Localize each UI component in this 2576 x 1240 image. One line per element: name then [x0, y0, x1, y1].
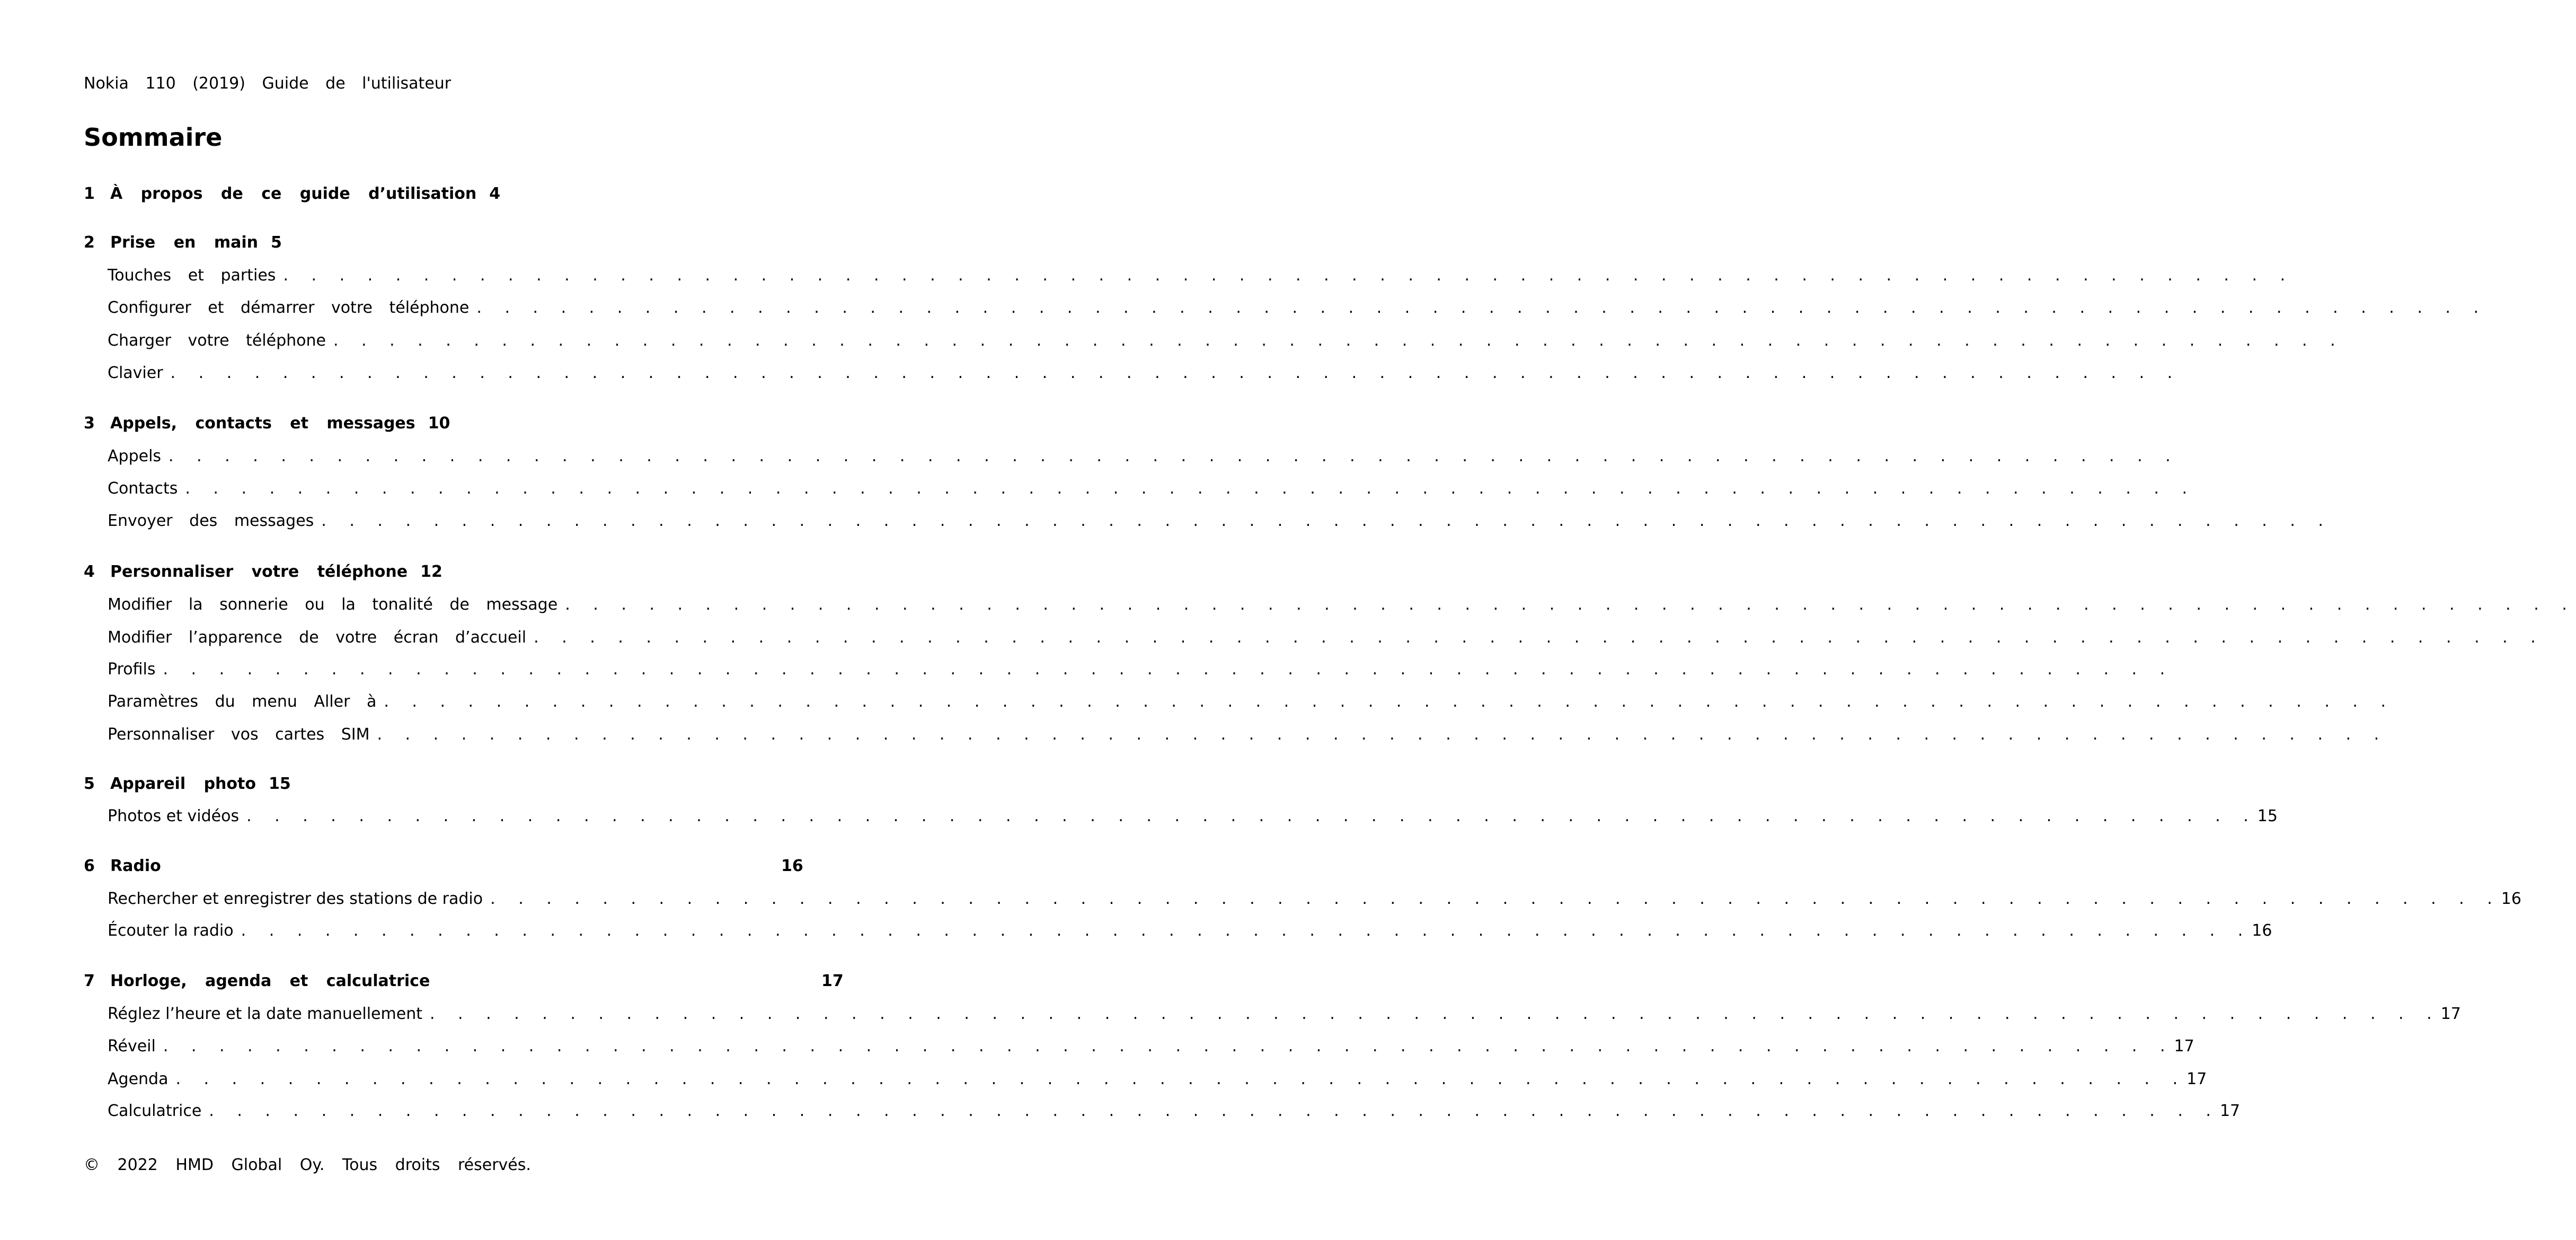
toc-section-1[interactable] [84, 184, 500, 208]
entry-label: Touches et parties [108, 266, 276, 285]
page-title: Sommaire [84, 123, 223, 152]
section-title: Appareil photo [110, 775, 256, 793]
section-number: 4 [84, 562, 95, 581]
entry-label: Modifier l’apparence de votre écran d’accueil [108, 628, 527, 647]
entry-label: Réglez l’heure et la date manuellement [108, 1005, 422, 1023]
section-page: 4 [489, 184, 501, 203]
section-title: Horloge, agenda et calculatrice [110, 972, 430, 990]
section-title: Radio [110, 857, 161, 875]
entry-label: Écouter la radio [108, 921, 234, 940]
entry-label: Paramètres du menu Aller à [108, 692, 377, 711]
entry-label: Charger votre téléphone [108, 331, 326, 350]
section-page: 15 [268, 775, 291, 793]
toc-entry[interactable] [108, 921, 2272, 945]
toc-entry[interactable] [108, 364, 2182, 387]
section-number: 5 [84, 775, 95, 793]
entry-label: Appels [108, 447, 162, 465]
toc-section-7[interactable] [84, 972, 852, 995]
entry-page: 16 [2501, 890, 2521, 908]
section-number: 1 [84, 184, 95, 203]
toc-entry[interactable] [108, 660, 2174, 683]
entry-label: Modifier la sonnerie ou la tonalité de message [108, 595, 558, 614]
entry-label: Envoyer des messages [108, 512, 314, 530]
toc-entry[interactable] [108, 692, 2395, 716]
dot-leader: . . . . . . . . . . . . . . . . . . . . . . . . . . . . . . . . . . . . . . . . . . . . . . . . . . . . . . . . . . . . . . . . . . . . . . . . [476, 298, 2488, 317]
entry-page: 17 [2186, 1070, 2207, 1088]
section-title: Appels, contacts et messages [110, 414, 415, 433]
entry-label: Réveil [108, 1037, 156, 1056]
entry-page: 17 [2440, 1005, 2461, 1023]
running-header: Nokia 110 (2019) Guide de l'utilisateur [84, 74, 452, 93]
toc-entry[interactable] [108, 725, 2388, 749]
dot-leader: . . . . . . . . . . . . . . . . . . . . . . . . . . . . . . . . . . . . . . . . . . . . . . . . . . . . . . . . . . . . . . . . . . . . . . . . [490, 890, 2501, 908]
toc-section-5[interactable] [84, 775, 291, 798]
entry-label: Agenda [108, 1070, 169, 1088]
toc-section-6[interactable] [84, 857, 826, 880]
dot-leader: . . . . . . . . . . . . . . . . . . . . . . . . . . . . . . . . . . . . . . . . . . . . . . . . . . . . . . . . . . . . . . . . . . . . . . . . [169, 447, 2180, 465]
dot-leader: . . . . . . . . . . . . . . . . . . . . . . . . . . . . . . . . . . . . . . . . . . . . . . . . . . . . . . . . . . . . . . . . . . . . . . . . [163, 660, 2174, 679]
dot-leader: . . . . . . . . . . . . . . . . . . . . . . . . . . . . . . . . . . . . . . . . . . . . . . . . . . . . . . . . . . . . . . . . . . . . . . . . [377, 725, 2388, 744]
entry-page: 17 [2174, 1037, 2194, 1056]
section-page: 10 [428, 414, 450, 433]
dot-leader: . . . . . . . . . . . . . . . . . . . . . . . . . . . . . . . . . . . . . . . . . . . . . . . . . . . . . . . . . . . . . . . . . . . . . . . . [209, 1102, 2220, 1120]
section-page: 5 [271, 233, 282, 252]
toc-section-2[interactable] [84, 233, 282, 257]
copyright-footer: © 2022 HMD Global Oy. Tous droits réservés. [84, 1156, 531, 1174]
dot-leader: . . . . . . . . . . . . . . . . . . . . . . . . . . . . . . . . . . . . . . . . . . . . . . . . . . . . . . . . . . . . . . . . . . . . . . . . [246, 807, 2258, 825]
dot-leader: . . . . . . . . . . . . . . . . . . . . . . . . . . . . . . . . . . . . . . . . . . . . . . . . . . . . . . . . . . . . . . . . . . . . . . . . [185, 479, 2197, 498]
toc-entry[interactable] [108, 807, 2278, 830]
toc-section-3[interactable] [84, 414, 450, 437]
toc-entry[interactable] [108, 479, 2197, 503]
toc-entry[interactable] [108, 1005, 2461, 1028]
entry-label: Profils [108, 660, 156, 679]
section-number: 6 [84, 857, 95, 875]
entry-label: Configurer et démarrer votre téléphone [108, 298, 470, 317]
dot-leader: . . . . . . . . . . . . . . . . . . . . . . . . . . . . . . . . . . . . . . . . . . . . . . . . . . . . . . . . . . . . . . . . . . . . . . . . [170, 364, 2182, 382]
section-number: 7 [84, 972, 95, 990]
dot-leader: . . . . . . . . . . . . . . . . . . . . . . . . . . . . . . . . . . . . . . . . . . . . . . . . . . . . . . . . . . . . . . . . . . . . . . . . [241, 921, 2252, 940]
dot-leader: . . . . . . . . . . . . . . . . . . . . . . . . . . . . . . . . . . . . . . . . . . . . . . . . . . . . . . . . . . . . . . . . . . . . . . . . [175, 1070, 2187, 1088]
section-page: 17 [821, 972, 844, 990]
section-page: 12 [420, 562, 442, 581]
dot-leader: . . . . . . . . . . . . . . . . . . . . . . . . . . . . . . . . . . . . . . . . . . . . . . . . . . . . . . . . . . . . . . . . . . . . . . . . [163, 1037, 2174, 1056]
dot-leader: . . . . . . . . . . . . . . . . . . . . . . . . . . . . . . . . . . . . . . . . . . . . . . . . . . . . . . . . . . . . . . . . . . . . . . . . [429, 1005, 2441, 1023]
section-number: 3 [84, 414, 95, 433]
dot-leader: . . . . . . . . . . . . . . . . . . . . . . . . . . . . . . . . . . . . . . . . . . . . . . . . . . . . . . . . . . . . . . . . . . . . . . . . [321, 512, 2332, 530]
entry-label: Calculatrice [108, 1102, 202, 1120]
section-title: Personnaliser votre téléphone [110, 562, 408, 581]
toc-section-4[interactable] [84, 562, 442, 586]
entry-page: 15 [2257, 807, 2278, 825]
toc-entry[interactable] [108, 628, 2545, 652]
section-number: 2 [84, 233, 95, 252]
toc-entry[interactable] [108, 595, 2576, 619]
toc-entry[interactable] [108, 266, 2295, 289]
toc-entry[interactable] [108, 298, 2488, 322]
entry-label: Personnaliser vos cartes SIM [108, 725, 370, 744]
toc-entry[interactable] [108, 1070, 2207, 1093]
entry-page: 17 [2219, 1102, 2241, 1120]
section-title: À propos de ce guide d’utilisation [110, 184, 477, 203]
dot-leader: . . . . . . . . . . . . . . . . . . . . . . . . . . . . . . . . . . . . . . . . . . . . . . . . . . . . . . . . . . . . . . . . . . . . . . . . [333, 331, 2344, 350]
entry-label: Rechercher et enregistrer des stations de radio [108, 890, 483, 908]
toc-entry[interactable] [108, 331, 2344, 355]
toc-entry[interactable] [108, 512, 2332, 535]
entry-label: Contacts [108, 479, 178, 498]
entry-label: Clavier [108, 364, 163, 382]
entry-page: 16 [2252, 921, 2272, 940]
section-title: Prise en main [110, 233, 259, 252]
toc-entry[interactable] [108, 890, 2521, 913]
toc-entry[interactable] [108, 447, 2180, 470]
toc-entry[interactable] [108, 1102, 2241, 1125]
dot-leader: . . . . . . . . . . . . . . . . . . . . . . . . . . . . . . . . . . . . . . . . . . . . . . . . . . . . . . . . . . . . . . . . . . . . . . . . [565, 595, 2576, 614]
toc-entry[interactable] [108, 1037, 2194, 1060]
dot-leader: . . . . . . . . . . . . . . . . . . . . . . . . . . . . . . . . . . . . . . . . . . . . . . . . . . . . . . . . . . . . . . . . . . . . . . . . [534, 628, 2545, 647]
dot-leader: . . . . . . . . . . . . . . . . . . . . . . . . . . . . . . . . . . . . . . . . . . . . . . . . . . . . . . . . . . . . . . . . . . . . . . . . [384, 692, 2395, 711]
entry-label: Photos et vidéos [108, 807, 240, 825]
section-page: 16 [781, 857, 803, 875]
dot-leader: . . . . . . . . . . . . . . . . . . . . . . . . . . . . . . . . . . . . . . . . . . . . . . . . . . . . . . . . . . . . . . . . . . . . . . . . [283, 266, 2295, 285]
